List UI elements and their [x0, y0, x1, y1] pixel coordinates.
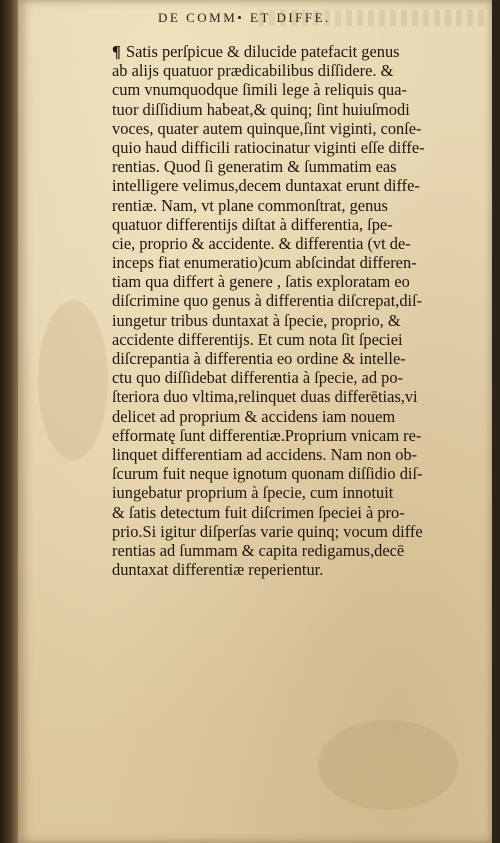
text-line: iungebatur proprium à ſpecie, cum innotuit — [112, 483, 394, 503]
body-text — [112, 42, 484, 579]
text-line: cie, proprio & accidente. & differentia (vt de- — [112, 233, 411, 253]
text-line: linquet differentiam ad accidens. Nam non ob- — [112, 444, 418, 464]
text-line: rentias ad ſummam & capita redigamus,decē — [112, 540, 405, 560]
text-line: quio haud difficili ratiocinatur viginti eſſe diffe- — [112, 137, 425, 157]
text-line: ſteriora duo vltima,relinquet duas differētias,vi — [112, 387, 418, 407]
text-line: ¶ Satis perſpicue & dilucide patefacit genus — [112, 42, 400, 61]
text-line: tuor diſſidium habeat,& quinq; ſint huiuſmodi — [112, 99, 410, 119]
text-line: diſcrepantia à differentia eo ordine & intelle- — [112, 349, 406, 368]
text-line: quatuor differentijs diſtat à differentia, ſpe- — [112, 214, 393, 234]
paper-stain — [38, 300, 108, 460]
text-line: diſcrimine quo genus à differentia diſcrepat,diſ- — [112, 291, 423, 311]
text-line: ab alijs quatuor prædicabilibus diſſidere. & — [112, 61, 394, 81]
paragraph-mark-icon: ¶ — [112, 42, 121, 61]
text-line: accidente differentijs. Et cum nota ſit ſpeciei — [112, 329, 403, 349]
text-line: voces, quater autem quinque,ſint viginti, conſe- — [112, 118, 422, 138]
running-head: DE COMM• ET DIFFE. — [158, 10, 331, 25]
book-gutter-edge — [0, 0, 18, 843]
text-line: tiam qua differt à genere , ſatis exploratam eo — [112, 272, 410, 292]
text-line: duntaxat differentiæ reperientur. — [112, 560, 324, 580]
text-line: & ſatis detectum fuit diſcrimen ſpeciei à pro- — [112, 502, 405, 522]
text-line: ctu quo diſſidebat differentia à ſpecie, ad po- — [112, 368, 403, 388]
text-line: rentias. Quod ſi generatim & ſummatim eas — [112, 157, 397, 177]
text-line: cum vnumquodque ſimili lege à reliquis qua- — [112, 80, 407, 100]
text-line: efformatę ſunt differentiæ.Proprium vnicam re- — [112, 425, 422, 445]
text-line: delicet ad proprium & accidens iam nouem — [112, 406, 396, 426]
book-page — [18, 0, 492, 843]
text-line: ſcurum fuit neque ignotum quonam diſſidio diſ- — [112, 464, 423, 484]
text-line: intelligere velimus,decem duntaxat erunt diffe- — [112, 176, 420, 196]
paper-stain — [318, 720, 458, 810]
text-line: inceps fiat enumeratio)cum abſcindat differen- — [112, 253, 417, 273]
text-line: rentiæ. Nam, vt plane commonſtrat, genus — [112, 195, 388, 215]
text-line: iungetur tribus duntaxat à ſpecie, proprio, & — [112, 310, 401, 330]
text-line: prio.Si igitur diſperſas varie quinq; vocum diffe — [112, 521, 423, 541]
